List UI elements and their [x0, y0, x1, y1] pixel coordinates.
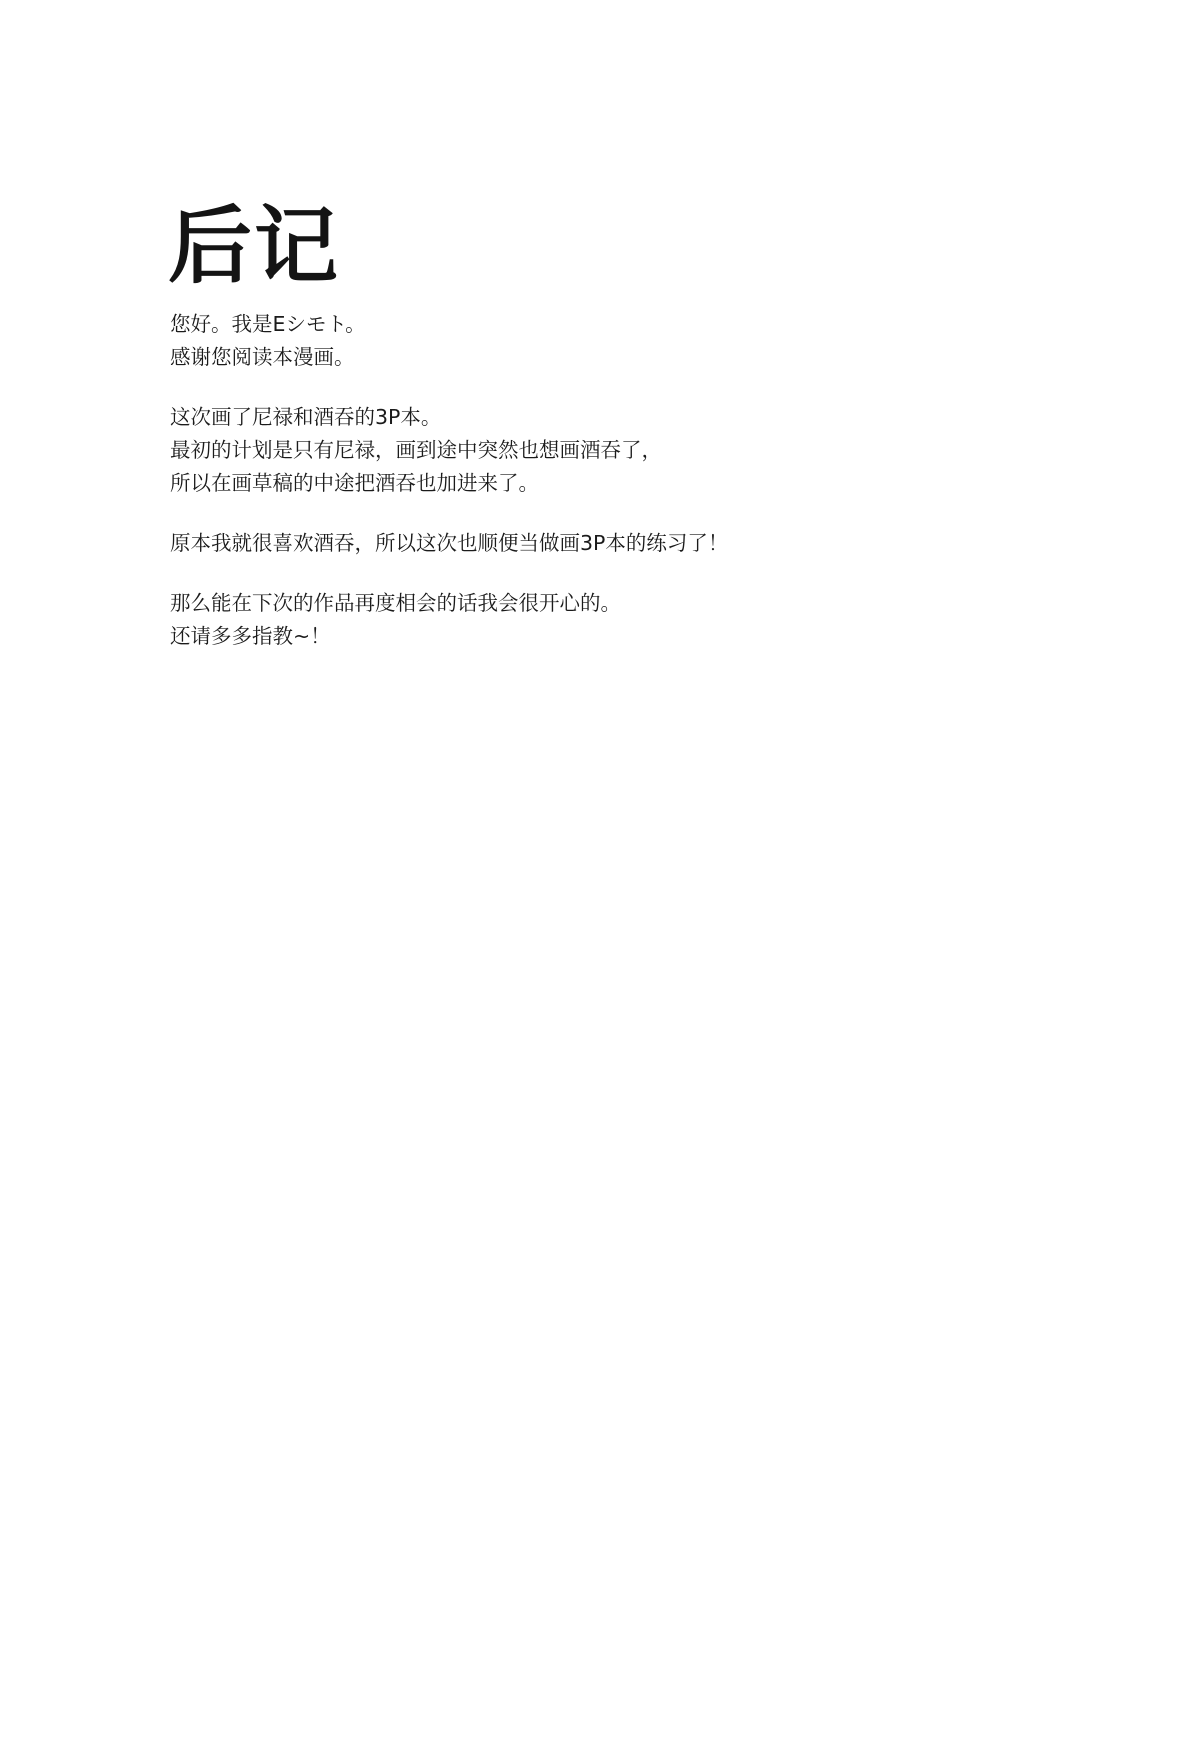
afterword-line: 原本我就很喜欢酒吞，所以这次也顺便当做画3P本的练习了！ — [170, 531, 729, 555]
afterword-line: 感谢您阅读本漫画。 — [170, 345, 355, 369]
afterword-paragraph — [170, 527, 990, 560]
afterword-line: 那么能在下次的作品再度相会的话我会很开心的。 — [170, 591, 621, 615]
afterword-line: 最初的计划是只有尼禄，画到途中突然也想画酒吞了， — [170, 438, 662, 462]
afterword-paragraph — [170, 587, 990, 653]
afterword-line: 这次画了尼禄和酒吞的3P本。 — [170, 405, 442, 429]
afterword-paragraph — [170, 401, 990, 500]
page-title: 后记 — [168, 197, 341, 296]
afterword-body — [170, 308, 990, 653]
afterword-paragraph — [170, 308, 990, 374]
afterword-line: 您好。我是Eシモト。 — [170, 312, 366, 336]
afterword-line: 所以在画草稿的中途把酒吞也加进来了。 — [170, 471, 539, 495]
afterword-line: 还请多多指教~！ — [170, 624, 331, 648]
